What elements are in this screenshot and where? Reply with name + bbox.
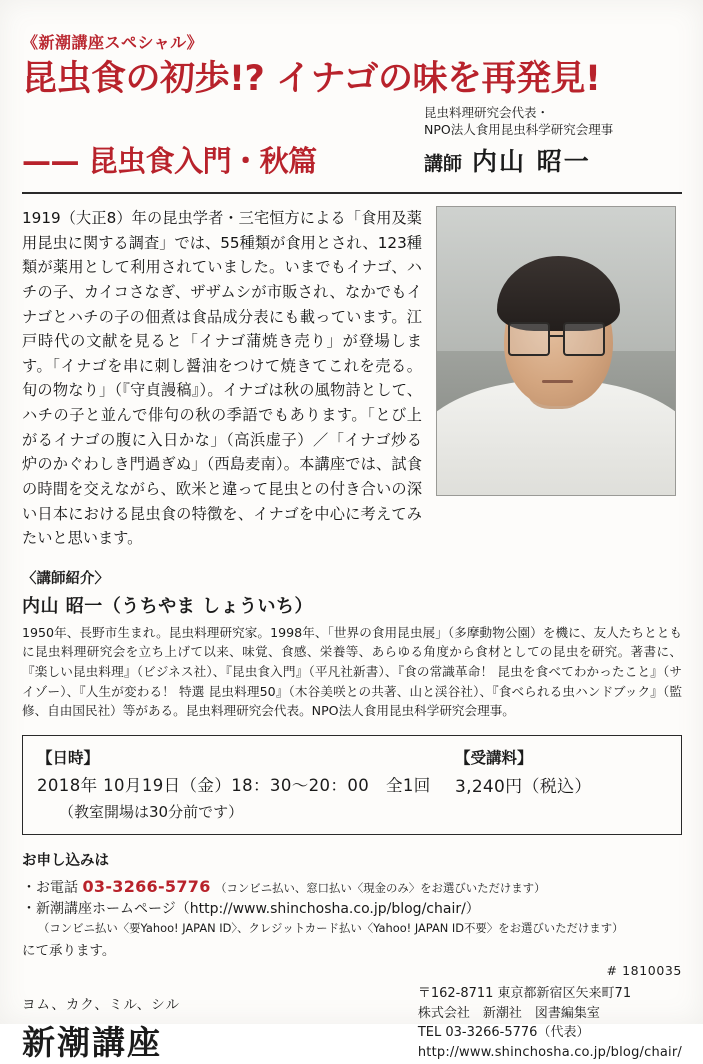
lecturer-affiliation-1: 昆虫料理研究会代表・ <box>424 105 550 121</box>
apply-tail-text: にて承ります。 <box>22 943 116 960</box>
address-line-3: TEL 03-3266-5776（代表） <box>417 1025 590 1041</box>
address-line-1: 〒162-8711 東京都新宿区矢来町71 <box>417 986 632 1002</box>
apply-item-website[interactable] <box>22 899 682 937</box>
address-line-4[interactable]: http://www.shinchosha.co.jp/blog/chair/ <box>417 1044 682 1060</box>
brand-tagline: ヨム、カク、ミル、シル <box>22 997 180 1014</box>
info-fee <box>455 746 667 822</box>
apply-phone-number[interactable]: 03-3266-5776 <box>82 876 211 896</box>
lecturer-affiliation-2: NPO法人食用昆虫科学研究会理事 <box>424 122 614 138</box>
lecturer-name: 内山 昭一 <box>472 147 591 176</box>
datetime-note: （教室開場は30分前です） <box>59 802 244 821</box>
footer-address <box>418 984 682 1064</box>
fee-value: 3,240円（税込） <box>455 776 592 797</box>
profile-body: 1950年、長野市生まれ。昆虫料理研究家。1998年、「世界の食用昆虫展」（多摩動物公園）を機に、友人たちとともに昆虫料理研究会を立ち上げて以来、味覚、食感、栄養等、あらゆる角度から食材としての昆虫を研究。著書に、『楽しい昆虫料理』（ビジネス社）、『昆虫食入門』（平凡社新書）、『食の常識革命！ 昆虫を食べてわかったこと』（サイゾー）、『人生が変わる！ 特選 昆虫料理50』（木谷美咲との共著、山と渓谷社）、『食べられる虫ハンドブック』（監修、自由国民社）等がある。昆虫料理研究会代表。NPO法人食用昆虫科学研究会理事。 <box>22 624 682 719</box>
brand-name: 新潮講座 <box>22 1023 162 1063</box>
lecturer-name-row <box>424 142 682 178</box>
flyer-content <box>22 30 682 1064</box>
profile-name: 内山 昭一（うちやま しょういち） <box>22 595 314 617</box>
photo-glasses-right <box>563 322 605 356</box>
apply-website-note: （コンビニ払い〈要Yahoo! JAPAN ID〉、クレジットカード払い〈Yahoo! JAPAN ID不要〉をお選びいただけます） <box>38 920 624 935</box>
photo-glasses-left <box>508 322 550 356</box>
footer-brand <box>22 993 180 1064</box>
apply-list <box>22 875 682 937</box>
apply-heading: お申し込みは <box>22 852 109 869</box>
info-box <box>22 735 682 835</box>
lecturer-block <box>424 105 682 180</box>
address-line-2: 株式会社 新潮社 図書編集室 <box>417 1005 600 1021</box>
series-kicker: 《新潮講座スペシャル》 <box>22 33 204 52</box>
footer <box>22 984 682 1064</box>
lead-and-photo <box>22 206 682 551</box>
lecturer-portrait-photo <box>436 206 676 496</box>
serial-number: # 1810035 <box>606 963 682 979</box>
profile-heading: 〈講師紹介〉 <box>22 570 109 587</box>
apply-item-phone <box>22 875 682 899</box>
datetime-value: 2018年 10月19日（金）18：30〜20：00 全1回 <box>37 775 431 795</box>
lecturer-label: 講師 <box>424 153 463 175</box>
title-and-lecturer-row <box>22 105 682 180</box>
lecturer-photo-wrap <box>436 206 674 496</box>
photo-glasses-bridge <box>548 335 565 337</box>
fee-label: 【受講料】 <box>455 748 533 767</box>
apply-website-label[interactable]: ・新潮講座ホームページ（http://www.shinchosha.co.jp/blog/chair/） <box>22 900 480 917</box>
info-datetime <box>37 746 455 822</box>
header-divider <box>22 192 682 194</box>
photo-mouth <box>542 380 573 383</box>
lead-paragraph: 1919（大正8）年の昆虫学者・三宅恒方による「食用及薬用昆虫に関する調査」では、55種類が食用とされ、123種類が薬用として利用されていました。いまでもイナゴ、ハチの子、カイコさなぎ、ザザムシが市販され、なかでもイナゴとハチの子の佃煮は食品成分表にも載っています。江戸時代の文献を見ると「イナゴ蒲焼き売り」が登場します。「イナゴを串に刺し醤油をつけて焼きてこれを売る。旬の物なり」（『守貞謾稿』）。イナゴは秋の風物詩として、ハチの子と並んで俳句の秋の季語でもあります。「とび上がるイナゴの腹に入日かな」（高浜虚子）／「イナゴ炒る炉のかぐわしき門過ぎぬ」（西島麦南）。本講座では、試食の時間を交えながら、欧米と違って昆虫との付き合いの深い日本における昆虫食の特徴を、イナゴを中心に考えてみたいと思います。 <box>22 209 422 548</box>
apply-phone-note: （コンビニ払い、窓口払い〈現金のみ〉をお選びいただけます） <box>215 880 546 895</box>
page-title: 昆虫食の初歩!? イナゴの味を再発見! <box>22 59 601 99</box>
page-subtitle: —— 昆虫食入門・秋篇 <box>22 144 317 178</box>
apply-phone-label: ・お電話 <box>22 879 78 896</box>
datetime-label: 【日時】 <box>37 748 100 767</box>
